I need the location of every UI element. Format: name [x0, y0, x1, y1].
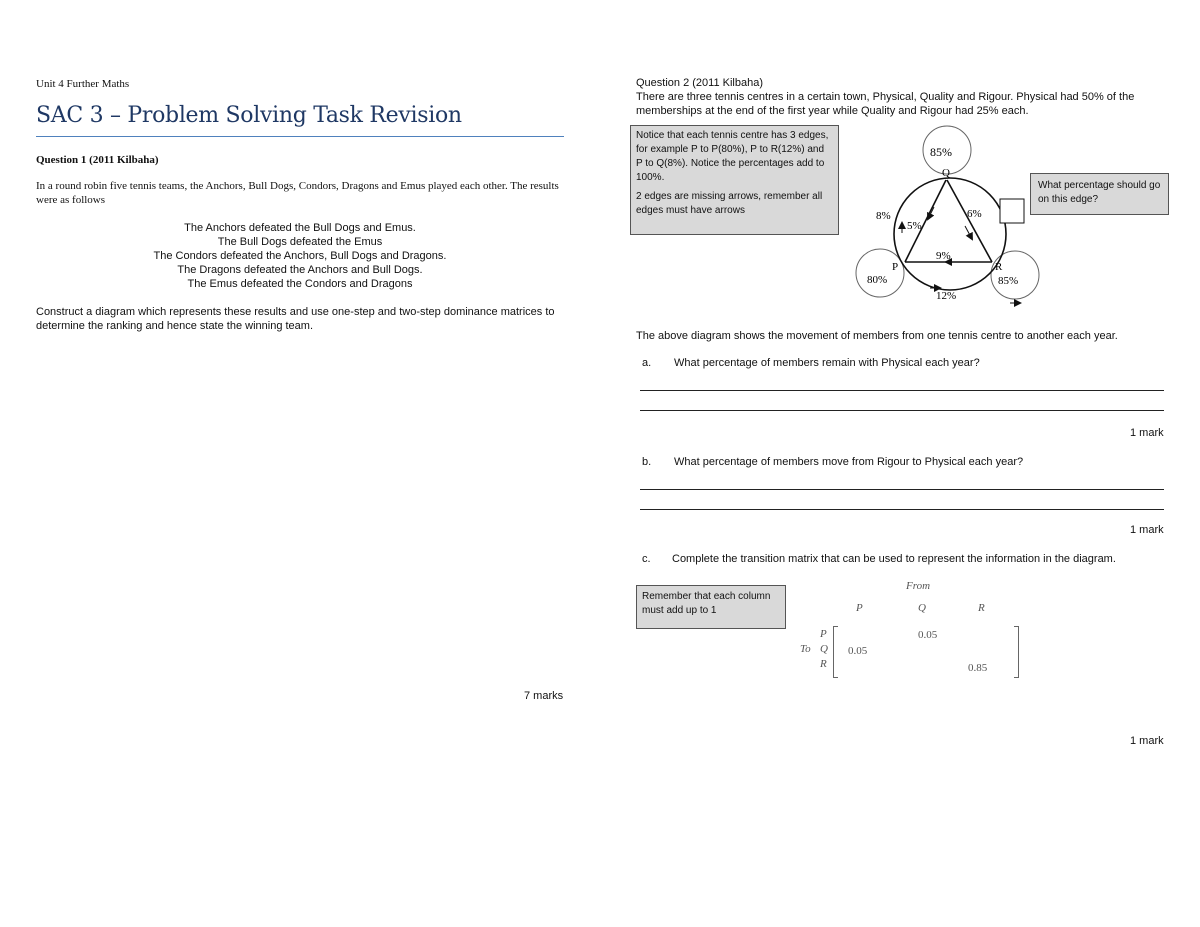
matrix-col-p: P — [856, 602, 863, 614]
edge-label-q-p: 5% — [907, 220, 922, 232]
matrix-from-label: From — [906, 580, 931, 592]
q1-heading: Question 1 (2011 Kilbaha) — [36, 154, 159, 166]
qb-label: b. — [642, 456, 652, 468]
result-line: The Bull Dogs defeated the Emus — [217, 236, 383, 248]
answer-line — [640, 489, 1164, 490]
loop-r-label: 85% — [998, 275, 1019, 287]
node-r: R — [995, 261, 1003, 273]
qc-marks: 1 mark — [1130, 735, 1164, 747]
edge-label-r-p: 9% — [936, 250, 951, 262]
matrix-cell: 0.85 — [968, 662, 988, 674]
diagram-caption: The above diagram shows the movement of members from one tennis centre to another each year. — [636, 330, 1118, 342]
q1-results — [36, 221, 564, 291]
result-line: The Emus defeated the Condors and Dragons — [187, 278, 413, 290]
matrix-left-bracket — [833, 626, 838, 678]
result-line: The Anchors defeated the Bull Dogs and Emus. — [184, 222, 416, 234]
matrix-row-q: Q — [820, 643, 828, 655]
answer-line — [640, 509, 1164, 510]
answer-line — [640, 410, 1164, 411]
edge-q-r — [947, 180, 992, 262]
edge-label-p-q: 8% — [876, 210, 891, 222]
matrix-row-p: P — [820, 628, 827, 640]
arrow-q-r — [965, 226, 972, 239]
matrix-cell: 0.05 — [848, 645, 868, 657]
note-edge-question: What percentage should go on this edge? — [1030, 173, 1169, 215]
q2-heading: Question 2 (2011 Kilbaha) — [636, 77, 763, 89]
node-p: P — [892, 261, 899, 273]
qb-text: What percentage of members move from Rigour to Physical each year? — [674, 456, 1024, 468]
page-title: SAC 3 – Problem Solving Task Revision — [36, 103, 462, 128]
note-column-sum: Remember that each column must add up to 1 — [636, 585, 786, 629]
matrix-right-bracket — [1014, 626, 1019, 678]
outer-circle — [894, 178, 1006, 290]
note-edges — [630, 125, 839, 235]
matrix-row-r: R — [820, 658, 827, 670]
edge-label-q-r: 6% — [967, 208, 982, 220]
qa-text: What percentage of members remain with Physical each year? — [674, 357, 980, 369]
page-header: Unit 4 Further Maths — [36, 78, 130, 90]
loop-q-label: 85% — [930, 145, 952, 159]
qc-label: c. — [642, 553, 651, 565]
matrix-col-q: Q — [918, 602, 926, 614]
result-line: The Dragons defeated the Anchors and Bull Dogs. — [177, 264, 423, 276]
qa-label: a. — [642, 357, 652, 369]
qc-text: Complete the transition matrix that can be used to represent the information in the diagram. — [672, 553, 1116, 565]
q1-marks: 7 marks — [524, 690, 564, 702]
result-line: The Condors defeated the Anchors, Bull Dogs and Dragons. — [153, 250, 447, 262]
transition-matrix — [790, 578, 1030, 678]
transition-diagram — [850, 125, 1050, 310]
q1-task: Construct a diagram which represents these results and use one-step and two-step dominance matrices to determine the ranking and hence state the winning team. — [36, 306, 555, 332]
matrix-to-label: To — [800, 643, 811, 655]
note-arrows-text: 2 edges are missing arrows, remember all edges must have arrows — [636, 191, 823, 216]
q1-intro: In a round robin five tennis teams, the Anchors, Bull Dogs, Condors, Dragons and Emus played each other. The results were as follows — [36, 180, 559, 206]
edge-label-p-r: 12% — [936, 290, 957, 302]
matrix-col-r: R — [978, 602, 985, 614]
loop-p-label: 80% — [867, 274, 888, 286]
node-q: Q — [942, 167, 950, 179]
qb-marks: 1 mark — [1130, 524, 1164, 536]
note-edges-text: Notice that each tennis centre has 3 edges, for example P to P(80%), P to R(12%) and P to Q(8%). Notice the percentages add to 100%. — [636, 130, 829, 183]
blank-edge-box — [1000, 199, 1024, 223]
title-rule — [36, 136, 564, 137]
matrix-cell: 0.05 — [918, 629, 938, 641]
answer-line — [640, 390, 1164, 391]
q2-intro: There are three tennis centres in a certain town, Physical, Quality and Rigour. Physical had 50% of the memberships at the end of the first year while Quality and Rigour had 25% each. — [636, 91, 1135, 117]
qa-marks: 1 mark — [1130, 427, 1164, 439]
loop-p — [856, 249, 904, 297]
